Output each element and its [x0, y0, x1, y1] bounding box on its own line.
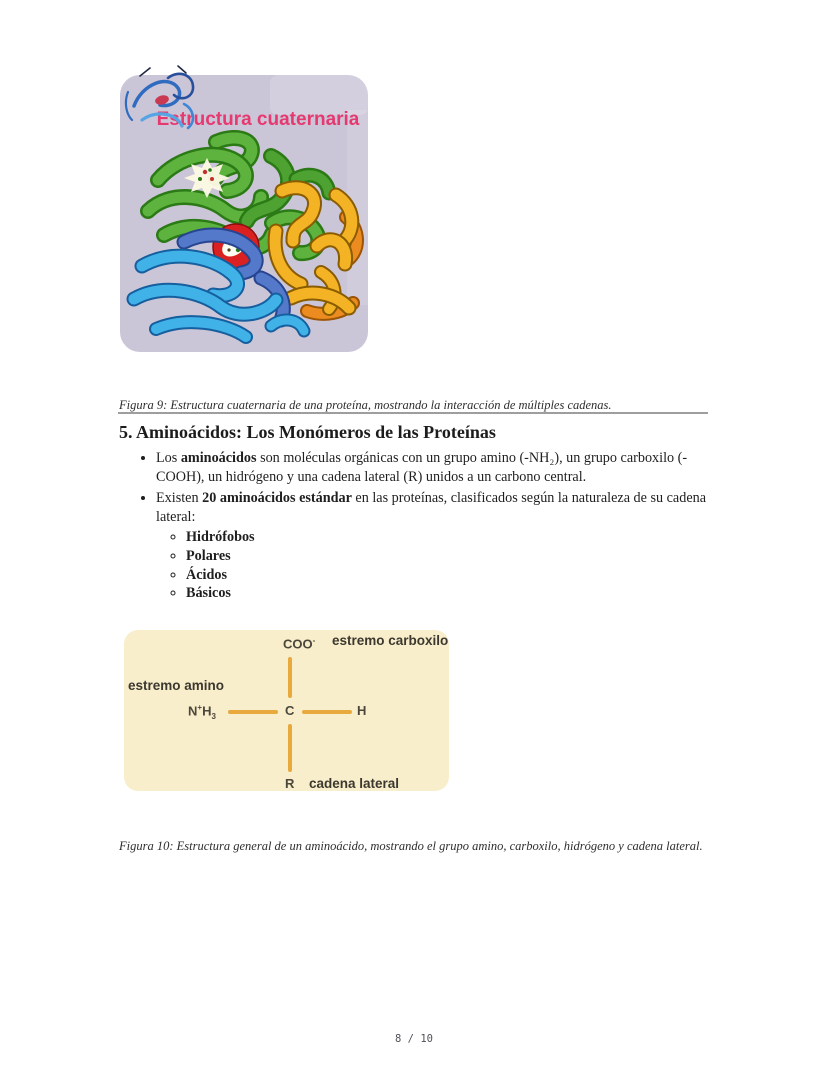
bullet-text: Existen: [156, 490, 203, 507]
page-number: 8 / 10: [395, 1033, 433, 1045]
side-chain-label: cadena lateral: [309, 776, 400, 791]
bond-hydrogen: [302, 710, 352, 714]
list-item: ◦ Ácidos: [186, 566, 714, 585]
bond-amino: [228, 710, 278, 714]
figure9-image: [120, 62, 368, 354]
list-item: ◦ Básicos: [186, 584, 714, 603]
bullet-text: Los: [156, 450, 181, 466]
carboxyl-charge: -: [312, 636, 316, 645]
carboxyl-group-symbol: COO-: [283, 636, 316, 652]
figure9-caption: Figura 9: Estructura cuaternaria de una proteína, mostrando la interacción de múltiples cadenas.: [119, 397, 612, 412]
hydrogen-symbol: H: [357, 703, 367, 718]
figure10-caption: Figura 10: Estructura general de un aminoácido, mostrando el grupo amino, carboxilo, hidrógeno y cadena lateral.: [119, 838, 703, 853]
figure9-image-title: Estructura cuaternaria: [156, 109, 360, 130]
bullet-bold-text: aminoácidos: [180, 450, 257, 466]
bullet-list: [120, 449, 714, 603]
sub-bullet-list: [156, 528, 714, 602]
section-body: [120, 449, 714, 606]
amino-end-label: estremo amino: [128, 678, 225, 693]
amino-charge: +: [197, 703, 203, 712]
side-chain-symbol: R: [285, 776, 295, 791]
list-item: ◦ Hidrófobos: [186, 528, 714, 547]
carboxyl-end-label: estremo carboxilo: [332, 633, 449, 648]
alpha-carbon-symbol: C: [285, 703, 295, 718]
section-divider: [118, 412, 708, 414]
bullet-text: en las proteínas, clasificados según la naturaleza de su cadena lateral:: [156, 490, 707, 525]
list-item: ◦ Polares: [186, 547, 714, 566]
bullet-text: son moléculas orgánicas con un grupo amino (-NH₂), un grupo carboxilo (-COOH), un hidrógeno y una cadena lateral (R) unidos a un carbono central.: [156, 450, 688, 485]
list-item: [156, 489, 714, 603]
list-item: [156, 449, 714, 486]
amino-acid-diagram: [124, 630, 449, 791]
bond-carboxyl: [288, 657, 292, 698]
protein-illustration: [120, 62, 368, 354]
amino-subscript: 3: [211, 711, 216, 721]
bullet-bold-text: 20 aminoácidos estándar: [202, 490, 352, 507]
amino-group-symbol: $N^+H_3$: [188, 703, 216, 721]
bond-side-chain: [288, 724, 292, 772]
section-heading: 5. Aminoácidos: Los Monómeros de las Proteínas: [119, 422, 496, 442]
